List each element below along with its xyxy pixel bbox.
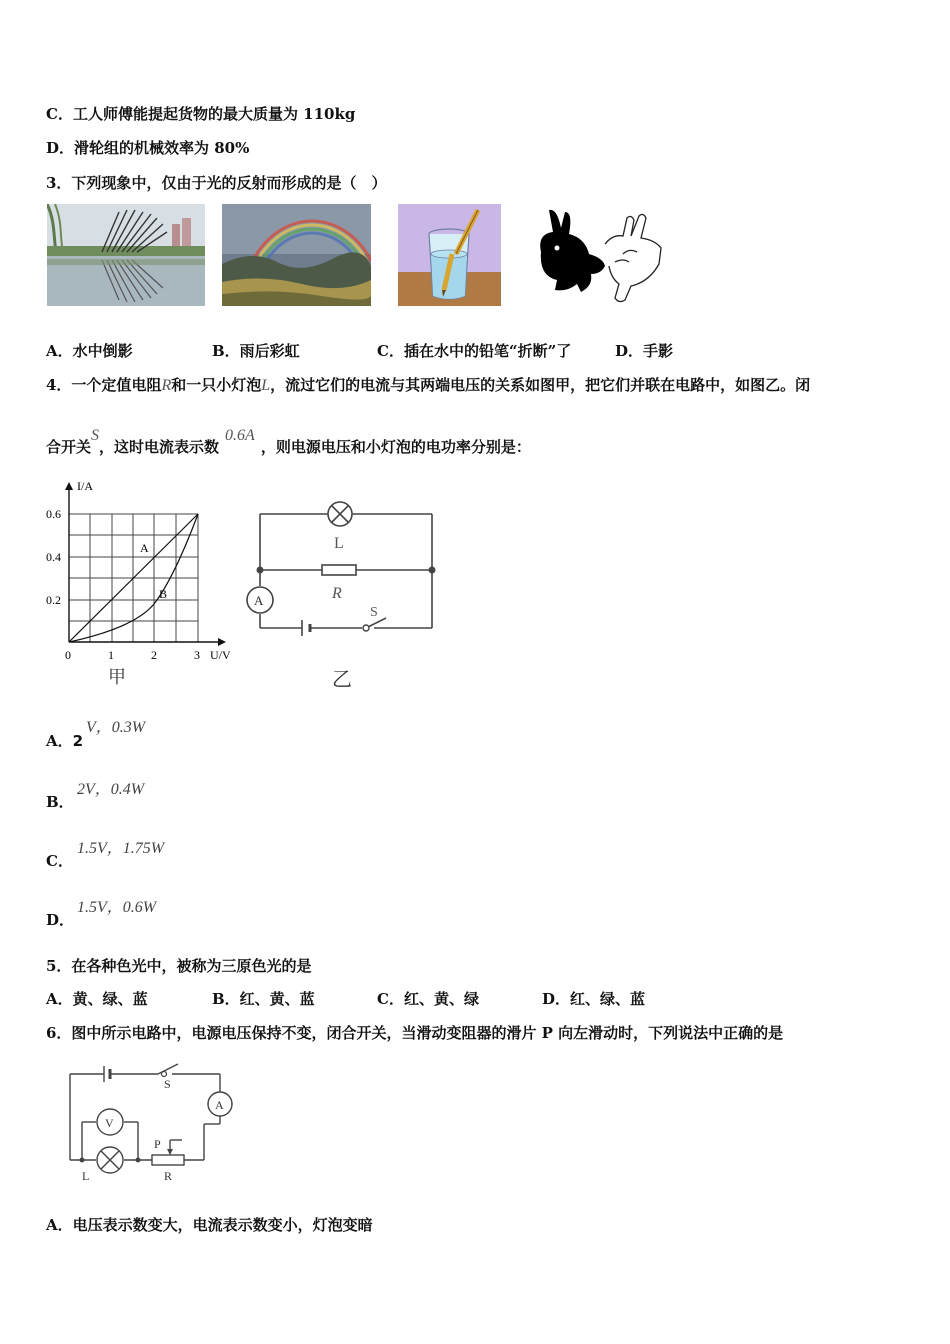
curve-b-label: B xyxy=(159,587,168,601)
hand-shadow-picture xyxy=(531,204,666,306)
question-4-text-line2 xyxy=(46,427,531,457)
y-tick-0.6: 0.6 xyxy=(46,507,61,521)
q3-option-c[interactable]: C．插在水中的铅笔“折断”了 xyxy=(377,342,572,360)
q4-option-c-value: 1.5V，1.75W xyxy=(77,840,165,857)
q4-text-part1: 4．一个定值电阻 xyxy=(46,376,162,394)
graph-caption: 甲 xyxy=(108,667,126,687)
q4-option-b[interactable]: B． xyxy=(46,793,74,811)
q5-option-b[interactable]: B．红、黄、蓝 xyxy=(212,990,315,1008)
switch-label: S xyxy=(370,605,378,620)
option-d-previous: D．滑轮组的机械效率为 80% xyxy=(46,139,250,157)
option-c-previous: C．工人师傅能提起货物的最大质量为 110kg xyxy=(46,105,356,123)
q4-option-c[interactable]: C． xyxy=(46,852,73,870)
q5-option-c[interactable]: C．红、黄、绿 xyxy=(377,990,479,1008)
q4-symbol-l: L xyxy=(261,377,271,394)
q4-text-part3: ，流过它们的电流与其两端电压的关系如图甲，把它们并联在电路中，如图乙。闭 xyxy=(270,376,811,394)
rheostat-circuit-diagram xyxy=(60,1054,240,1184)
resistor-label: R xyxy=(332,585,342,602)
q4-text-part5: ，这时电流表示数 xyxy=(99,438,220,456)
q4-text-part6: ，则电源电压和小灯泡的电功率分别是： xyxy=(260,438,531,456)
y-tick-0.4: 0.4 xyxy=(46,550,61,564)
q6-switch-label: S xyxy=(164,1077,171,1091)
q4-option-a-label: A． xyxy=(46,732,73,750)
q5-option-d[interactable]: D．红、绿、蓝 xyxy=(542,990,646,1008)
x-tick-3: 3 xyxy=(194,648,200,662)
curve-a-label: A xyxy=(140,541,149,555)
lamp-label: L xyxy=(334,535,344,552)
q4-option-d-value: 1.5V，0.6W xyxy=(77,899,157,916)
circuit-caption: 乙 xyxy=(332,669,352,691)
y-tick-0.2: 0.2 xyxy=(46,593,61,607)
q6-option-a[interactable]: A．电压表示数变大，电流表示数变小，灯泡变暗 xyxy=(46,1216,373,1234)
q6-slider-label: P xyxy=(154,1137,161,1151)
question-6-text: 6．图中所示电路中，电源电压保持不变，闭合开关，当滑动变阻器的滑片 P 向左滑动时，下列说法中正确的是 xyxy=(46,1024,784,1042)
q4-option-b-value: 2V，0.4W xyxy=(77,781,145,798)
question-5-text: 5．在各种色光中，被称为三原色光的是 xyxy=(46,957,312,975)
q4-option-d[interactable]: D． xyxy=(46,911,75,929)
q4-option-a-lead: 2 xyxy=(72,732,84,750)
q3-option-a[interactable]: A．水中倒影 xyxy=(46,342,133,360)
pencil-in-water-picture xyxy=(398,204,501,306)
reflection-photo xyxy=(47,204,205,306)
x-tick-2: 2 xyxy=(151,648,157,662)
q4-symbol-r: R xyxy=(161,377,172,394)
ammeter-symbol: A xyxy=(254,593,264,608)
graph-y-label: I/A xyxy=(77,479,93,493)
q3-option-b[interactable]: B．雨后彩虹 xyxy=(212,342,300,360)
q6-voltmeter-symbol: V xyxy=(105,1116,114,1130)
iv-graph xyxy=(44,478,240,688)
q4-option-a[interactable] xyxy=(46,730,83,751)
q4-text-part2: 和一只小灯泡 xyxy=(171,376,262,394)
q6-rheostat-label: R xyxy=(164,1169,173,1183)
q6-ammeter-symbol: A xyxy=(215,1098,224,1112)
question-4-text-line1 xyxy=(46,374,810,395)
q4-current-value: 0.6A xyxy=(225,427,255,444)
parallel-circuit-diagram xyxy=(240,496,440,692)
q6-lamp-label: L xyxy=(82,1169,90,1183)
q4-option-a-value: V，0.3W xyxy=(86,719,146,736)
q4-symbol-s: S xyxy=(91,427,100,444)
q4-text-part4: 合开关 xyxy=(46,438,92,456)
q3-option-d[interactable]: D．手影 xyxy=(615,342,674,360)
question-3-text: 3．下列现象中，仅由于光的反射而形成的是（ ） xyxy=(46,174,387,192)
rainbow-photo xyxy=(222,204,371,306)
x-tick-0: 0 xyxy=(65,648,71,662)
x-tick-1: 1 xyxy=(108,648,114,662)
graph-x-label: U/V xyxy=(210,648,231,662)
q5-option-a[interactable]: A．黄、绿、蓝 xyxy=(46,990,148,1008)
